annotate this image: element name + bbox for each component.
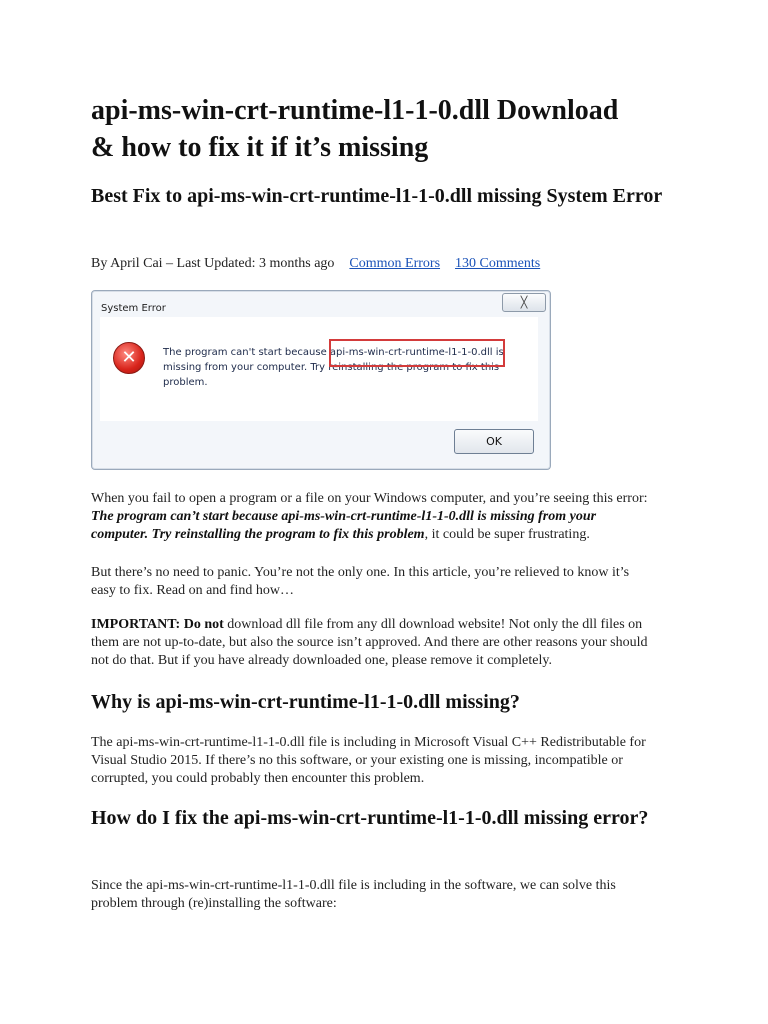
title-line-1: api-ms-win-crt-runtime-l1-1-0.dll Download — [91, 95, 619, 126]
dialog-content — [100, 317, 538, 421]
close-icon: ╳ — [502, 293, 546, 312]
ok-button: OK — [454, 429, 534, 454]
error-quote: The program can’t start because api-ms-win-crt-runtime-l1-1-0.dll is missing from your computer. Try reinstalling the program to fix this problem — [91, 509, 597, 542]
article-subtitle: Best Fix to api-ms-win-crt-runtime-l1-1-0.dll missing System Error — [91, 185, 663, 207]
intro-lead: When you fail to open a program or a file on your Windows computer, and you’re seeing this error: — [91, 491, 648, 506]
heading-why: Why is api-ms-win-crt-runtime-l1-1-0.dll missing? — [91, 691, 520, 713]
dialog-titlebar — [92, 291, 550, 319]
dialog-message: The program can't start because api-ms-win-crt-runtime-l1-1-0.dll is missing from your computer. Try reinstalling the program to fix this problem. — [163, 347, 504, 388]
byline-text: By April Cai – Last Updated: 3 months ago — [91, 256, 335, 271]
article-title — [91, 92, 691, 166]
intro-tail: , it could be super frustrating. — [424, 527, 590, 542]
title-line-2: & how to fix it if it’s missing — [91, 132, 429, 163]
do-not-label: Do not — [183, 617, 224, 632]
why-paragraph: The api-ms-win-crt-runtime-l1-1-0.dll file is including in Microsoft Visual C++ Redistributable for Visual Studio 2015. If there’s no this software, or your existing one is missing, incompatible or corrupted, you could probably then encounter this problem. — [91, 735, 646, 786]
error-icon: ✕ — [113, 342, 145, 374]
important-label: IMPORTANT: — [91, 617, 181, 632]
byline — [91, 255, 540, 273]
heading-how: How do I fix the api-ms-win-crt-runtime-l1-1-0.dll missing error? — [91, 807, 649, 829]
dll-highlight-box — [329, 339, 505, 367]
dialog-title: System Error — [101, 303, 166, 314]
important-text: download dll file from any dll download website! Not only the dll files on them are not up-to-date, but also the source isn’t approved. And there are other reasons your should not do that. But if you have already downloaded one, please remove it completely. — [91, 617, 648, 668]
reassurance-paragraph: But there’s no need to panic. You’re not the only one. In this article, you’re relieved to know it’s easy to fix. Read on and find how… — [91, 565, 630, 598]
comments-link[interactable]: 130 Comments — [455, 256, 541, 271]
system-error-screenshot — [91, 290, 551, 470]
important-paragraph — [91, 616, 651, 670]
how-paragraph: Since the api-ms-win-crt-runtime-l1-1-0.dll file is including in the software, we can solve this problem through (re)installing the software: — [91, 878, 616, 911]
intro-paragraph — [91, 490, 651, 544]
category-link[interactable]: Common Errors — [349, 256, 441, 271]
